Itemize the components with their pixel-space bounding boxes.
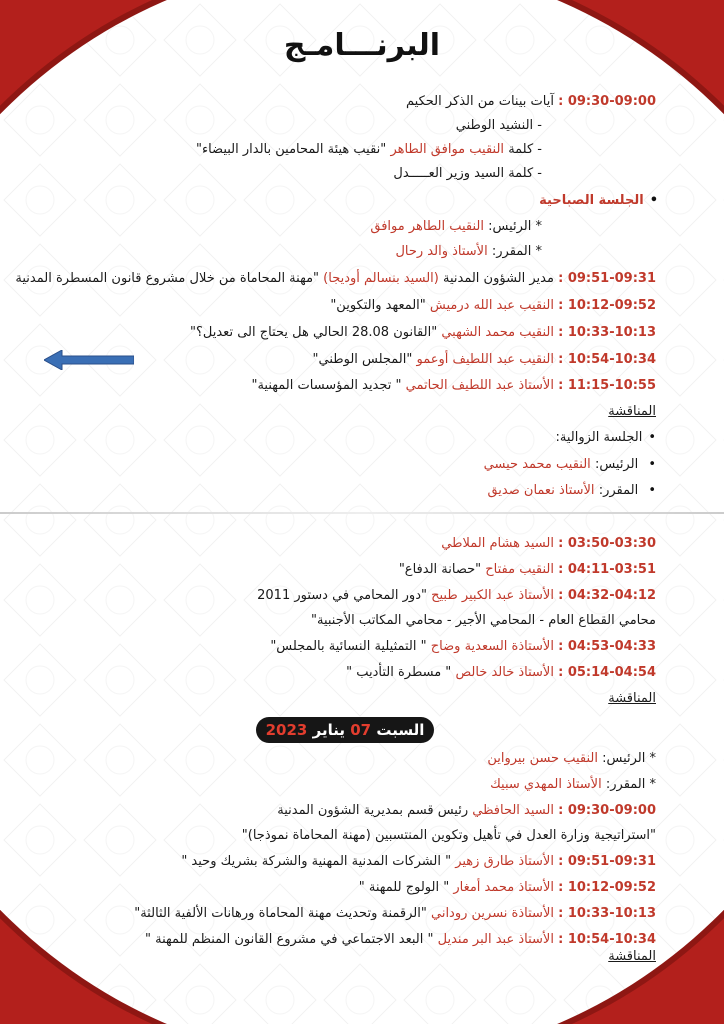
label: * الرئيس:	[602, 751, 656, 766]
chair-line	[370, 218, 542, 236]
time-slot: 04:32-04:12 :	[558, 588, 656, 603]
speaker-name: السيد هشام الملاطي	[441, 536, 554, 551]
time-slot: 09:30-09:00 :	[558, 94, 656, 109]
label: * المقرر:	[605, 777, 656, 792]
date-day: السبت	[376, 721, 425, 739]
agenda-row	[15, 270, 656, 288]
item-text: "المجلس الوطني"	[312, 352, 413, 367]
chair-line	[487, 750, 656, 768]
time-slot: 10:33-10:13 :	[558, 906, 656, 921]
time-slot: 04:11-03:51 :	[558, 562, 656, 577]
agenda-row-continued: "استراتيجية وزارة العدل في تأهيل وتكوين المنتسبين (مهنة المحاماة نموذجا)"	[241, 828, 656, 843]
item-text: - كلمة	[508, 142, 542, 157]
item-text: " التمثيلية النسائية بالمجلس"	[270, 639, 427, 654]
speaker-name: السيد الحافظي	[472, 803, 554, 818]
morning-session-label: • الجلسة الصباحية	[539, 192, 658, 210]
item-text: مدير الشؤون المدنية	[442, 271, 554, 286]
chair-name: النقيب حسن بيرواين	[487, 751, 598, 766]
item-text: "المعهد والتكوين"	[330, 298, 426, 313]
agenda-row	[257, 587, 656, 605]
agenda-row	[359, 879, 656, 897]
agenda-row	[134, 905, 656, 923]
agenda-row	[270, 638, 656, 656]
time-slot: 09:30-09:00 :	[558, 803, 656, 818]
page-title: البرنـــامـج	[283, 28, 441, 63]
chair-name: النقيب الطاهر موافق	[370, 219, 484, 234]
item-text: "دور المحامي في دستور 2011	[257, 588, 427, 603]
time-slot: 09:51-09:31 :	[558, 854, 656, 869]
item-text: " الولوج للمهنة "	[358, 880, 450, 895]
item-text: "القانون 28.08 الحالي هل يحتاج الى تعديل؟"	[190, 325, 438, 340]
line-anthem: - النشيد الوطني	[455, 118, 542, 133]
label: المقرر:	[598, 483, 639, 498]
item-text: آيات بينات من الذكر الحكيم	[406, 94, 554, 109]
speaker-name: النقيب عبد اللطيف أوعمو	[416, 352, 554, 367]
item-text: " تجديد المؤسسات المهنية"	[251, 378, 402, 393]
item-text: " مسطرة التأديب "	[346, 665, 452, 680]
agenda-row	[346, 664, 656, 682]
agenda-row	[190, 324, 656, 342]
line-quran	[406, 93, 656, 111]
speaker-name: النقيب عبد الله درميش	[429, 298, 554, 313]
date-month: يناير	[312, 721, 345, 739]
time-slot: 05:14-04:54 :	[558, 665, 656, 680]
label: الرئيس:	[594, 457, 639, 472]
speaker-name: الأستاذ عبد البر منديل	[437, 932, 554, 947]
agenda-row	[313, 351, 656, 369]
item-text: " الشركات المدنية المهنية والشركة بشريك وحيد "	[181, 854, 452, 869]
time-slot: 09:51-09:31 :	[558, 271, 656, 286]
rapporteur-name: الأستاذ نعمان صديق	[487, 483, 595, 498]
time-slot: 10:12-09:52 :	[558, 298, 656, 313]
item-text: "نقيب هيئة المحامين بالدار البيضاء"	[196, 142, 387, 157]
item-text: "حصانة الدفاع"	[398, 562, 482, 577]
speaker-name: الأستاذة السعدية وضاح	[430, 639, 554, 654]
rapporteur-line	[490, 776, 656, 794]
speaker-name: النقيب مفتاح	[485, 562, 554, 577]
time-slot: 04:53-04:33 :	[558, 639, 656, 654]
label: * الرئيس:	[488, 219, 542, 234]
speaker-name: النقيب محمد الشهبي	[441, 325, 554, 340]
agenda-row-continued: محامي القطاع العام - المحامي الأجير - محامي المكاتب الأجنبية"	[311, 613, 656, 628]
speaker-name: الأستاذ خالد خالص	[455, 665, 554, 680]
speaker-name: الأستاذ طارق زهير	[455, 854, 554, 869]
discussion-label: المناقشة	[608, 404, 656, 419]
line-speech-minister: - كلمة السيد وزير العـــــدل	[393, 166, 542, 181]
rapporteur-name: الأستاذ والد رحال	[395, 244, 488, 259]
item-text: " البعد الاجتماعي في مشروع القانون المنظم للمهنة "	[145, 932, 434, 947]
rapporteur-line	[487, 482, 656, 500]
agenda-row	[181, 853, 656, 871]
time-slot: 10:54-10:34 :	[558, 352, 656, 367]
date-badge	[256, 717, 434, 743]
rapporteur-name: الأستاذ المهدي سبيك	[490, 777, 602, 792]
time-slot: 10:12-09:52 :	[558, 880, 656, 895]
agenda-row	[145, 931, 656, 949]
discussion-label: المناقشة	[608, 949, 656, 964]
afternoon-session-label: • الجلسة الزوالية:	[555, 429, 656, 447]
time-slot: 03:50-03:30 :	[558, 536, 656, 551]
speaker-name: (السيد بنسالم أوديجا)	[323, 271, 439, 286]
line-speech-bar	[196, 141, 542, 159]
speaker-name: النقيب موافق الطاهر	[390, 142, 505, 157]
date-year: 2023	[265, 721, 308, 739]
agenda-row	[277, 802, 656, 820]
date-number: 07	[350, 721, 372, 739]
item-text: "مهنة المحاماة من خلال مشروع قانون المسطرة المدنية	[15, 271, 320, 286]
speaker-name: الأستاذ محمد أمغار	[453, 880, 554, 895]
speaker-name: الأستاذة نسرين روداني	[430, 906, 554, 921]
rapporteur-line	[395, 243, 542, 261]
speaker-name: الأستاذ عبد اللطيف الحاتمي	[405, 378, 554, 393]
label: * المقرر:	[491, 244, 542, 259]
agenda-row	[399, 561, 656, 579]
time-slot: 10:33-10:13 :	[558, 325, 656, 340]
agenda-row	[330, 297, 656, 315]
chair-name: النقيب محمد حيسي	[483, 457, 591, 472]
time-slot: 11:15-10:55 :	[558, 378, 656, 393]
time-slot: 10:54-10:34 :	[558, 932, 656, 947]
discussion-label: المناقشة	[608, 691, 656, 706]
chair-line	[484, 456, 656, 474]
agenda-row	[251, 377, 656, 395]
agenda-row	[441, 535, 656, 553]
item-text: رئيس قسم بمديرية الشؤون المدنية	[277, 803, 469, 818]
item-text: "الرقمنة وتحديث مهنة المحاماة ورهانات الألفية الثالثة"	[134, 906, 427, 921]
arrow-pointer-icon	[44, 350, 134, 370]
speaker-name: الأستاذ عبد الكبير طبيح	[431, 588, 554, 603]
